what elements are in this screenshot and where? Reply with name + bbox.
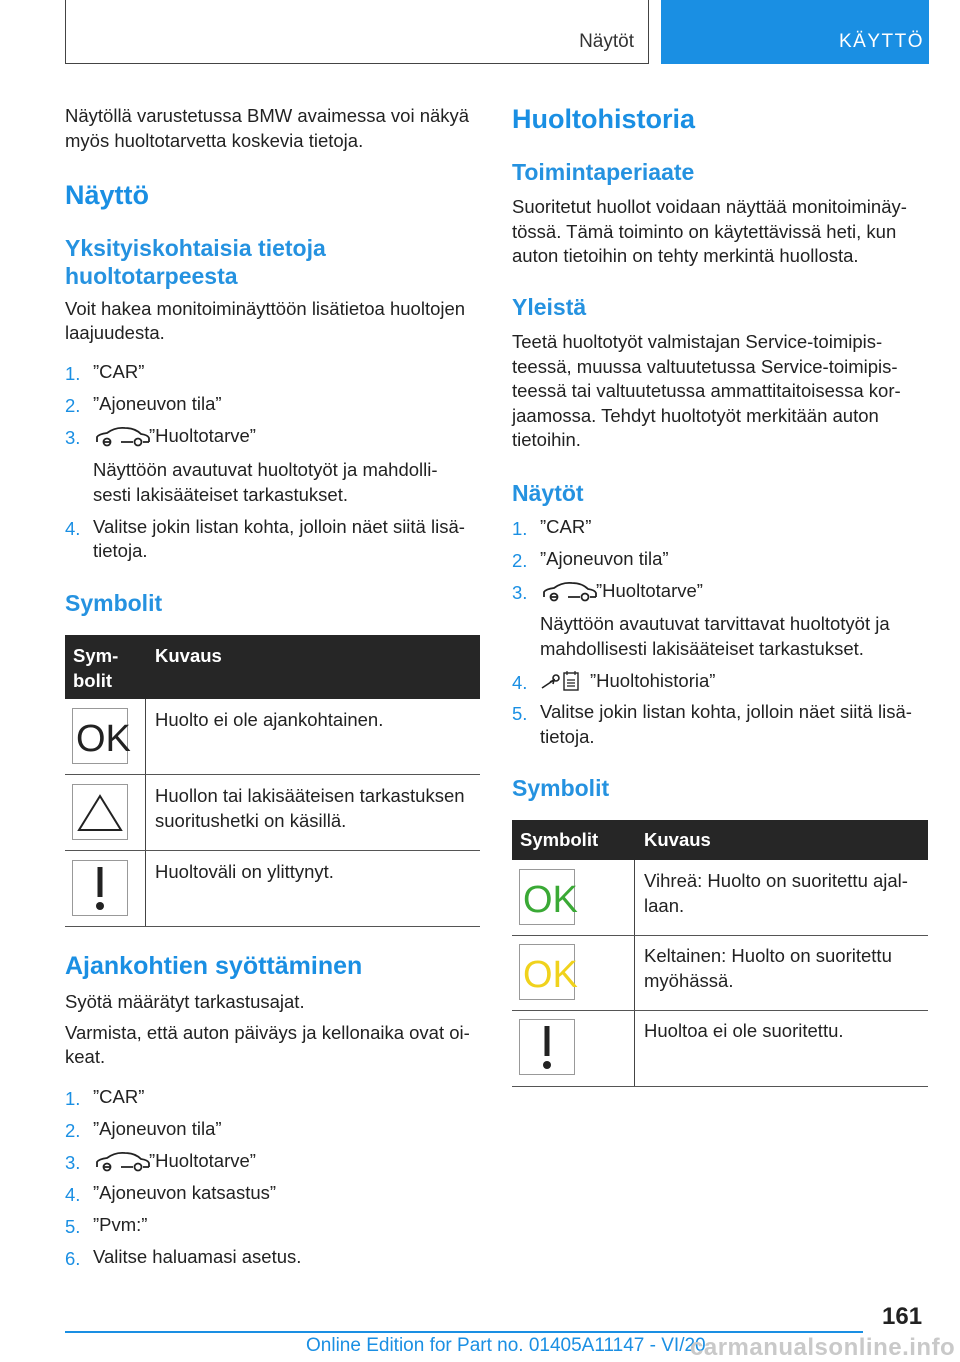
exclamation-symbol — [519, 1019, 575, 1075]
step-number: 6. — [65, 1248, 81, 1269]
heading-general: Yleistä — [512, 294, 587, 320]
table-header — [512, 820, 928, 860]
step-number: 4. — [512, 672, 528, 693]
step-number: 1. — [65, 1088, 81, 1109]
step-number: 5. — [65, 1216, 81, 1237]
step-number: 4. — [65, 1184, 81, 1205]
footer-rule — [65, 1331, 863, 1333]
exclamation-icon — [537, 1022, 557, 1072]
car-icon — [93, 1151, 153, 1173]
page-number: 161 — [882, 1303, 923, 1330]
table-header-col2: Kuvaus — [644, 829, 711, 850]
step-text: ”Ajoneuvon katsastus” — [93, 1182, 277, 1203]
header-chapter-label: KÄYTTÖ — [838, 31, 924, 52]
step-text: ”Huoltotarve” — [149, 1150, 256, 1171]
watermark: carmanualsonline.info — [690, 1334, 956, 1361]
table-row-text: Keltainen: Huolto on suoritettu — [644, 945, 892, 966]
step-subtext-1: Näyttöön avautuvat tarvittavat huoltotyöt ja — [540, 613, 890, 634]
heading-symbols: Symbolit — [65, 590, 163, 616]
table-row-text: Vihreä: Huolto on suoritettu ajal- — [644, 870, 908, 891]
table-row-text: Huolto ei ole ajankohtainen. — [155, 709, 384, 730]
heading-history: Huoltohistoria — [512, 104, 695, 134]
header-section-box — [65, 0, 649, 64]
step-text: ”Huoltotarve” — [149, 425, 256, 446]
ok-yellow-icon — [522, 954, 578, 996]
column-divider — [145, 699, 146, 927]
general-text-3: teessä tai valtuutetussa ammattitaitoisessa kor- — [512, 380, 901, 401]
step-text: ”Ajoneuvon tila” — [93, 1118, 222, 1139]
step-number: 4. — [65, 518, 81, 539]
general-text-5: tietoihin. — [512, 429, 581, 450]
ok-symbol — [72, 708, 131, 764]
step-text: Valitse jokin listan kohta, jolloin näet siitä lisä- — [540, 701, 912, 722]
heading-dates: Ajankohtien syöttäminen — [65, 952, 363, 980]
heading-details-1: Yksityiskohtaisia tietoja — [65, 235, 326, 261]
warning-triangle-symbol — [72, 784, 128, 840]
details-text-2: laajuudesta. — [65, 322, 165, 343]
history-symbols-table — [512, 820, 928, 1087]
step-number: 5. — [512, 703, 528, 724]
step-text: ”CAR” — [93, 361, 145, 382]
row-divider — [512, 1010, 928, 1011]
step-number: 2. — [512, 550, 528, 571]
heading-principle: Toimintaperiaate — [512, 159, 695, 185]
table-header-col1-2: bolit — [73, 670, 113, 691]
step-text: ”Pvm:” — [93, 1214, 148, 1235]
step-subtext-2: sesti lakisääteiset tarkastukset. — [93, 484, 348, 505]
step-text: Valitse haluamasi asetus. — [93, 1246, 302, 1267]
step-number: 3. — [65, 1152, 81, 1173]
dates-text-3: keat. — [65, 1046, 106, 1067]
row-divider — [65, 774, 480, 775]
intro-line-1: Näytöllä varustetussa BMW avaimessa voi näkyä — [65, 105, 470, 126]
warning-triangle-icon — [75, 790, 125, 834]
row-divider — [512, 935, 928, 936]
table-row-text: Huoltoa ei ole suoritettu. — [644, 1020, 844, 1041]
dates-text-1: Syötä määrätyt tarkastusajat. — [65, 991, 305, 1012]
step-number: 2. — [65, 1120, 81, 1141]
heading-display: Näyttö — [65, 180, 150, 210]
table-header-col1-1: Sym- — [73, 645, 119, 666]
principle-text-3: auton tietoihin on tehty merkintä huollosta. — [512, 245, 859, 266]
header-chapter-tab — [661, 0, 929, 64]
table-row-text-2: myöhässä. — [644, 970, 734, 991]
step-text: ”CAR” — [540, 516, 592, 537]
svg-text:OK: OK — [76, 718, 131, 760]
heading-symbols-right: Symbolit — [512, 775, 610, 801]
details-text-1: Voit hakea monitoiminäyttöön lisätietoa huoltojen — [65, 298, 466, 319]
ok-green-symbol — [519, 869, 578, 925]
step-text: ”Huoltohistoria” — [590, 670, 716, 691]
column-divider — [634, 860, 635, 1086]
svg-text:OK: OK — [523, 954, 578, 996]
table-header-col2: Kuvaus — [155, 645, 222, 666]
general-text-2: teessä, muussa valtuutetussa Service-toimipis- — [512, 356, 898, 377]
table-header-col1: Symbolit — [520, 829, 599, 850]
step-text: Valitse jokin listan kohta, jolloin näet siitä lisä- — [93, 516, 465, 537]
step-number: 3. — [512, 582, 528, 603]
step-number: 1. — [512, 518, 528, 539]
car-icon — [540, 581, 600, 603]
table-row-text: Huoltoväli on ylittynyt. — [155, 861, 334, 882]
row-divider — [512, 1086, 928, 1087]
exclamation-symbol — [72, 860, 128, 916]
row-divider — [65, 850, 480, 851]
general-text-4: jaamossa. Tehdyt huoltotyöt merkitään auton — [512, 405, 879, 426]
general-text-1: Teetä huoltotyöt valmistajan Service-toimipis- — [512, 331, 883, 352]
heading-details-2: huoltotarpeesta — [65, 263, 238, 289]
step-number: 1. — [65, 363, 81, 384]
principle-text-1: Suoritetut huollot voidaan näyttää monitoiminäy- — [512, 196, 907, 217]
table-row-text-2: suoritushetki on käsillä. — [155, 810, 347, 831]
table-header — [65, 635, 480, 699]
footer-edition: Online Edition for Part no. 01405A11147 - VI/20 — [306, 1335, 706, 1356]
step-text: ”CAR” — [93, 1086, 145, 1107]
car-icon — [93, 426, 153, 448]
ok-green-icon — [522, 879, 578, 921]
step-text: ”Huoltotarve” — [596, 580, 703, 601]
svg-text:OK: OK — [523, 879, 578, 921]
step-text-cont: tietoja. — [540, 726, 595, 747]
step-text: ”Ajoneuvon tila” — [540, 548, 669, 569]
row-divider — [65, 926, 480, 927]
principle-text-2: tössä. Tämä toiminto on käytettävissä heti, kun — [512, 221, 897, 242]
step-number: 2. — [65, 395, 81, 416]
heading-displays: Näytöt — [512, 480, 584, 506]
table-row-text-2: laan. — [644, 895, 685, 916]
header-section-title: Näytöt — [579, 31, 634, 52]
exclamation-icon — [90, 863, 110, 913]
dates-text-2: Varmista, että auton päiväys ja kellonaika ovat oi- — [65, 1022, 470, 1043]
intro-line-2: myös huoltotarvetta koskevia tietoja. — [65, 130, 364, 151]
symbols-table — [65, 635, 480, 927]
step-number: 3. — [65, 427, 81, 448]
step-text-cont: tietoja. — [93, 540, 148, 561]
service-history-icon — [540, 670, 584, 692]
step-subtext-2: mahdollisesti lakisääteiset tarkastukset. — [540, 638, 864, 659]
step-text: ”Ajoneuvon tila” — [93, 393, 222, 414]
ok-yellow-symbol — [519, 944, 578, 1000]
table-row-text: Huollon tai lakisääteisen tarkastuksen — [155, 785, 465, 806]
ok-icon — [75, 718, 131, 760]
step-subtext-1: Näyttöön avautuvat huoltotyöt ja mahdolli- — [93, 459, 438, 480]
